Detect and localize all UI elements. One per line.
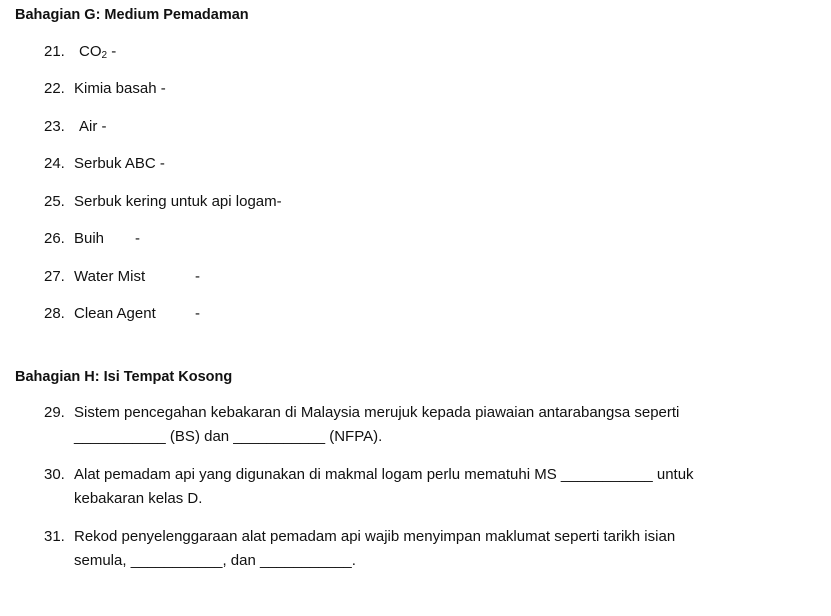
question-line-1: Rekod penyelenggaraan alat pemadam api wajib menyimpan maklumat seperti tarikh isian [74, 528, 676, 545]
item-number: 30. [44, 466, 65, 483]
question-line-1: Sistem pencegahan kebakaran di Malaysia merujuk kepada piawaian antarabangsa seperti [74, 404, 680, 421]
item-text: Buih [74, 230, 105, 247]
question-line-1: Alat pemadam api yang digunakan di makmal logam perlu mematuhi MS ___________ untuk [74, 466, 694, 483]
item-text: Serbuk kering untuk api logam- [74, 193, 282, 210]
item-number: 22. [44, 80, 65, 97]
subscript: 2 [101, 50, 108, 61]
item-text: Serbuk ABC - [74, 155, 165, 172]
item-text: Air - [79, 118, 107, 135]
question-line-2: ___________ (BS) dan ___________ (NFPA). [74, 428, 383, 445]
item-number: 28. [44, 305, 65, 322]
dash: - [195, 268, 200, 285]
question-line-2: semula, ___________, dan ___________. [74, 552, 356, 569]
dash: - [135, 230, 140, 247]
item-number: 21. [44, 43, 65, 60]
dash: - [195, 305, 200, 322]
co2-label: CO [79, 43, 102, 60]
item-number: 24. [44, 155, 65, 172]
item-text: Clean Agent [74, 305, 156, 322]
item-text [79, 43, 116, 65]
section-g-heading: Bahagian G: Medium Pemadaman [15, 7, 249, 23]
item-number: 26. [44, 230, 65, 247]
question-line-2: kebakaran kelas D. [74, 490, 203, 507]
item-number: 23. [44, 118, 65, 135]
section-h-heading: Bahagian H: Isi Tempat Kosong [15, 369, 233, 385]
item-number: 29. [44, 404, 65, 421]
item-text: Kimia basah - [74, 80, 166, 97]
item-number: 27. [44, 268, 65, 285]
item-number: 31. [44, 528, 65, 545]
item-text: Water Mist [74, 268, 146, 285]
item-number: 25. [44, 193, 65, 210]
dash: - [107, 43, 117, 60]
